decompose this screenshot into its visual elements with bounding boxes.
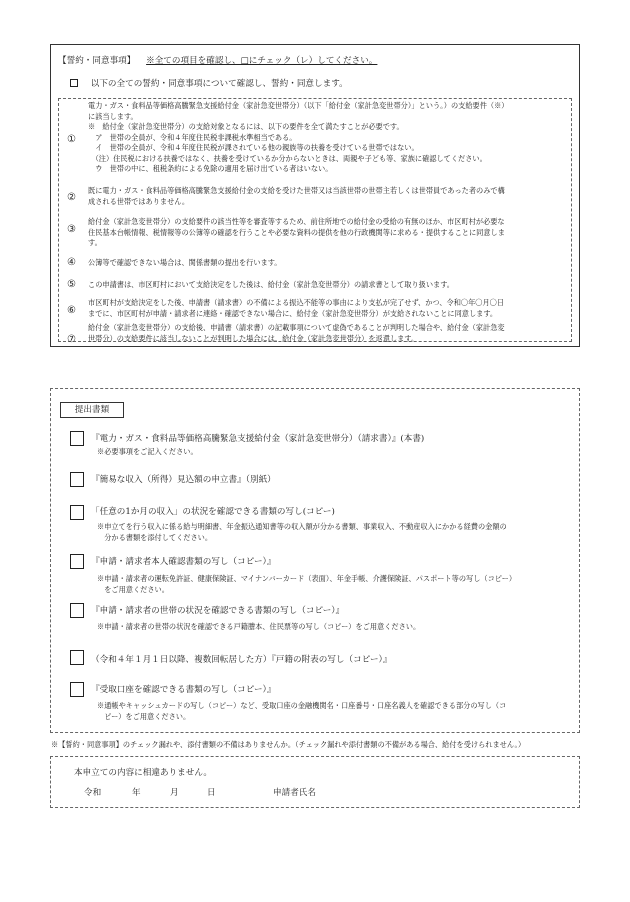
pledge-item-5 — [88, 280, 454, 291]
agree-all-row — [70, 78, 348, 90]
document-title: 「任意の1か月の収入」の状況を確認できる書類の写し(コピー) — [91, 507, 335, 517]
item-line: 公簿等で確認できない場合は、関係書類の提出を行います。 — [88, 258, 282, 267]
item-line: ウ 世帯の中に、租税条約による免除の適用を届け出ている者はいない。 — [88, 164, 333, 173]
document-note: ※申立てを行う収入に係る給与明細書、年金振込通知書等の収入額が分かる書類、事業収入、不動産収入にかかる経費の金額の — [97, 522, 507, 531]
document-notes — [97, 701, 506, 722]
document-note: ※通帳やキャッシュカードの写し（コピー）など、受取口座の金融機関名・口座番号・口座名義人を確認できる部分の写し（コ — [97, 701, 507, 710]
item-line: 成される世帯ではありません。 — [88, 196, 190, 206]
agree-all-checkbox[interactable] — [70, 79, 78, 87]
item-number: ① — [67, 134, 76, 145]
item-number: ④ — [67, 257, 76, 268]
item-number: ⑥ — [67, 305, 76, 316]
item-line: 既に電力・ガス・食料品等価格高騰緊急支援給付金の支給を受けた世帯又は当該世帯の世帯主若しくは世帯員であった者のみで構 — [88, 186, 505, 195]
item-line: までに、市区町村が申請・請求者に連絡・確認できない場合に、給付金（家計急変世帯分）が支給されないことに同意します。 — [88, 308, 498, 318]
documents-header: 提出書類 — [74, 405, 110, 415]
document-note: をご用意ください。 — [97, 584, 169, 594]
document-checkbox[interactable] — [70, 505, 84, 520]
pledge-item-6 — [88, 298, 504, 319]
document-title: 『申請・請求者の世帯の状況を確認できる書類の写し（コピー）』 — [91, 606, 345, 616]
document-checkbox[interactable] — [70, 554, 84, 569]
item-line: ア 世帯の全員が、令和４年度住民税非課税水準相当である。 — [88, 132, 297, 142]
item-line: す。 — [88, 238, 102, 247]
document-note: ※申請・請求者の運転免許証、健康保険証、マイナンバーカード（表面）、年金手帳、介護保険証、パスポート等の写し（コピー） — [97, 574, 517, 583]
document-checkbox[interactable] — [70, 650, 84, 665]
item-line: 世帯分）の支給要件に該当しないことが判明した場合には、給付金（家計急変世帯分）を返還します。 — [88, 333, 419, 343]
month-label: 月 — [170, 788, 179, 798]
document-notes — [97, 522, 507, 543]
item-line: 住民基本台帳情報、税情報等の公簿等の確認を行うことや必要な資料の提供を他の行政機関等に求める・提供することに同意しま — [88, 227, 505, 237]
pledge-item-7 — [88, 323, 505, 344]
item-line: （注）住民税における扶養ではなく、扶養を受けているか分からないときは、両親や子ども等、家族に確認してください。 — [88, 153, 487, 163]
pledge-item-4 — [88, 258, 282, 269]
pledge-item-1 — [88, 101, 508, 175]
documents-header-box — [60, 402, 124, 418]
document-notes — [97, 574, 516, 595]
day-label: 日 — [207, 788, 216, 798]
item-line: イ 世帯の全員が、令和４年度住民税が課されている他の親族等の扶養を受けている世帯ではない。 — [88, 143, 419, 152]
document-title: 『受取口座を確認できる書類の写し（コピー）』 — [91, 685, 276, 695]
item-number: ③ — [67, 224, 76, 235]
item-number: ⑤ — [67, 279, 76, 290]
document-checkbox[interactable] — [70, 682, 84, 697]
item-number: ② — [67, 192, 76, 203]
document-note: 分かる書類を添付してください。 — [97, 532, 213, 542]
pledge-item-2 — [88, 186, 505, 207]
document-checkbox[interactable] — [70, 603, 84, 618]
document-checkbox[interactable] — [70, 472, 84, 487]
document-title: （令和４年１月１日以降、複数回転居した方）『戸籍の附表の写し（コピー）』 — [91, 655, 392, 665]
document-note: ※申請・請求者の世帯の状況を確認できる戸籍謄本、住民票等の写し（コピー）をご用意ください。 — [97, 622, 421, 631]
era-label: 令和 — [84, 788, 102, 798]
item-line: ※ 給付金（家計急変世帯分）の支給対象となるには、以下の要件を全て満たすことが必要です。 — [88, 122, 404, 131]
item-line: 給付金（家計急変世帯分）の支給後、申請書（請求書）の記載事項について虚偽であることが判明した場合や、給付金（家計急変 — [88, 323, 505, 332]
document-title: 『申請・請求者本人確認書類の写し（コピー）』 — [91, 557, 276, 567]
document-note: ピー）をご用意ください。 — [97, 711, 191, 721]
footnote: ※【誓約・同意事項】のチェック漏れや、添付書類の不備はありませんか。（チェック漏れや添付書類の不備がある場合、給付を受けられません。） — [51, 740, 526, 749]
applicant-name-label: 申請者氏名 — [273, 788, 316, 798]
item-line: この申請書は、市区町村において支給決定をした後は、給付金（家計急変世帯分）の請求書として取り扱います。 — [88, 280, 454, 289]
document-title: 『電力・ガス・食料品等価格高騰緊急支援給付金（家計急変世帯分）（請求書）』(本書) — [91, 434, 425, 444]
document-note: ※必要事項をご記入ください。 — [97, 447, 198, 456]
pledge-header-label: 【誓約・同意事項】 — [58, 56, 136, 66]
pledge-header-note: ※全ての項目を確認し、□にチェック（レ）してください。 — [146, 56, 378, 66]
applicant-name-field[interactable] — [322, 781, 562, 797]
agree-all-label: 以下の全ての誓約・同意事項について確認し、誓約・同意します。 — [90, 79, 348, 89]
item-line: 給付金（家計急変世帯分）の支給要件の該当性等を審査等するため、前住所地での給付金の受給の有無のほか、市区町村が必要な — [88, 217, 505, 226]
pledge-header — [58, 55, 377, 67]
year-label: 年 — [132, 788, 141, 798]
document-title: 『簡易な収入（所得）見込額の申立書』（別紙） — [91, 475, 276, 485]
item-line: に該当します。 — [88, 111, 138, 121]
item-line: 電力・ガス・食料品等価格高騰緊急支援給付金（家計急変世帯分）（以下「給付金（家計急変世帯分）」という。）の支給要件（※） — [88, 101, 509, 110]
document-checkbox[interactable] — [70, 431, 84, 446]
item-number: ⑦ — [67, 334, 76, 345]
item-line: 市区町村が支給決定をした後、申請書（請求書）の不備による振込不能等の事由により支払が完了せず、かつ、令和〇年〇月〇日 — [88, 298, 505, 307]
pledge-item-3 — [88, 217, 505, 249]
declaration-statement: 本申立ての内容に相違ありません。 — [74, 768, 213, 778]
